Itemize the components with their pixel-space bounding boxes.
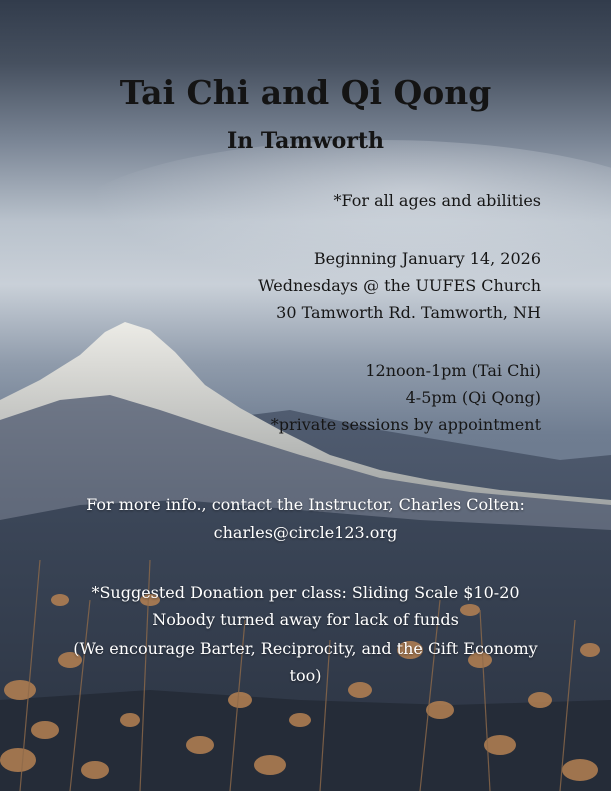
day-location: Wednesdays @ the UUFES Church <box>258 276 541 295</box>
barter-note-continued: too) <box>289 666 322 685</box>
address: 30 Tamworth Rd. Tamworth, NH <box>276 303 541 322</box>
tai-chi-time: 12noon-1pm (Tai Chi) <box>365 361 541 380</box>
no-one-turned-away: Nobody turned away for lack of funds <box>152 610 459 629</box>
barter-note: (We encourage Barter, Reciprocity, and the Gift Economy <box>73 639 538 658</box>
donation-info: *Suggested Donation per class: Sliding Scale $10-20 <box>91 583 520 602</box>
start-date: Beginning January 14, 2026 <box>313 249 541 268</box>
contact-info: For more info., contact the Instructor, Charles Colten: <box>86 495 525 514</box>
contact-email[interactable]: charles@circle123.org <box>213 523 398 542</box>
private-sessions-note: *private sessions by appointment <box>270 415 541 434</box>
qi-qong-time: 4-5pm (Qi Qong) <box>405 388 541 407</box>
audience-note: *For all ages and abilities <box>333 191 541 210</box>
event-title: Tai Chi and Qi Qong <box>119 73 492 112</box>
event-subtitle: In Tamworth <box>226 128 385 154</box>
